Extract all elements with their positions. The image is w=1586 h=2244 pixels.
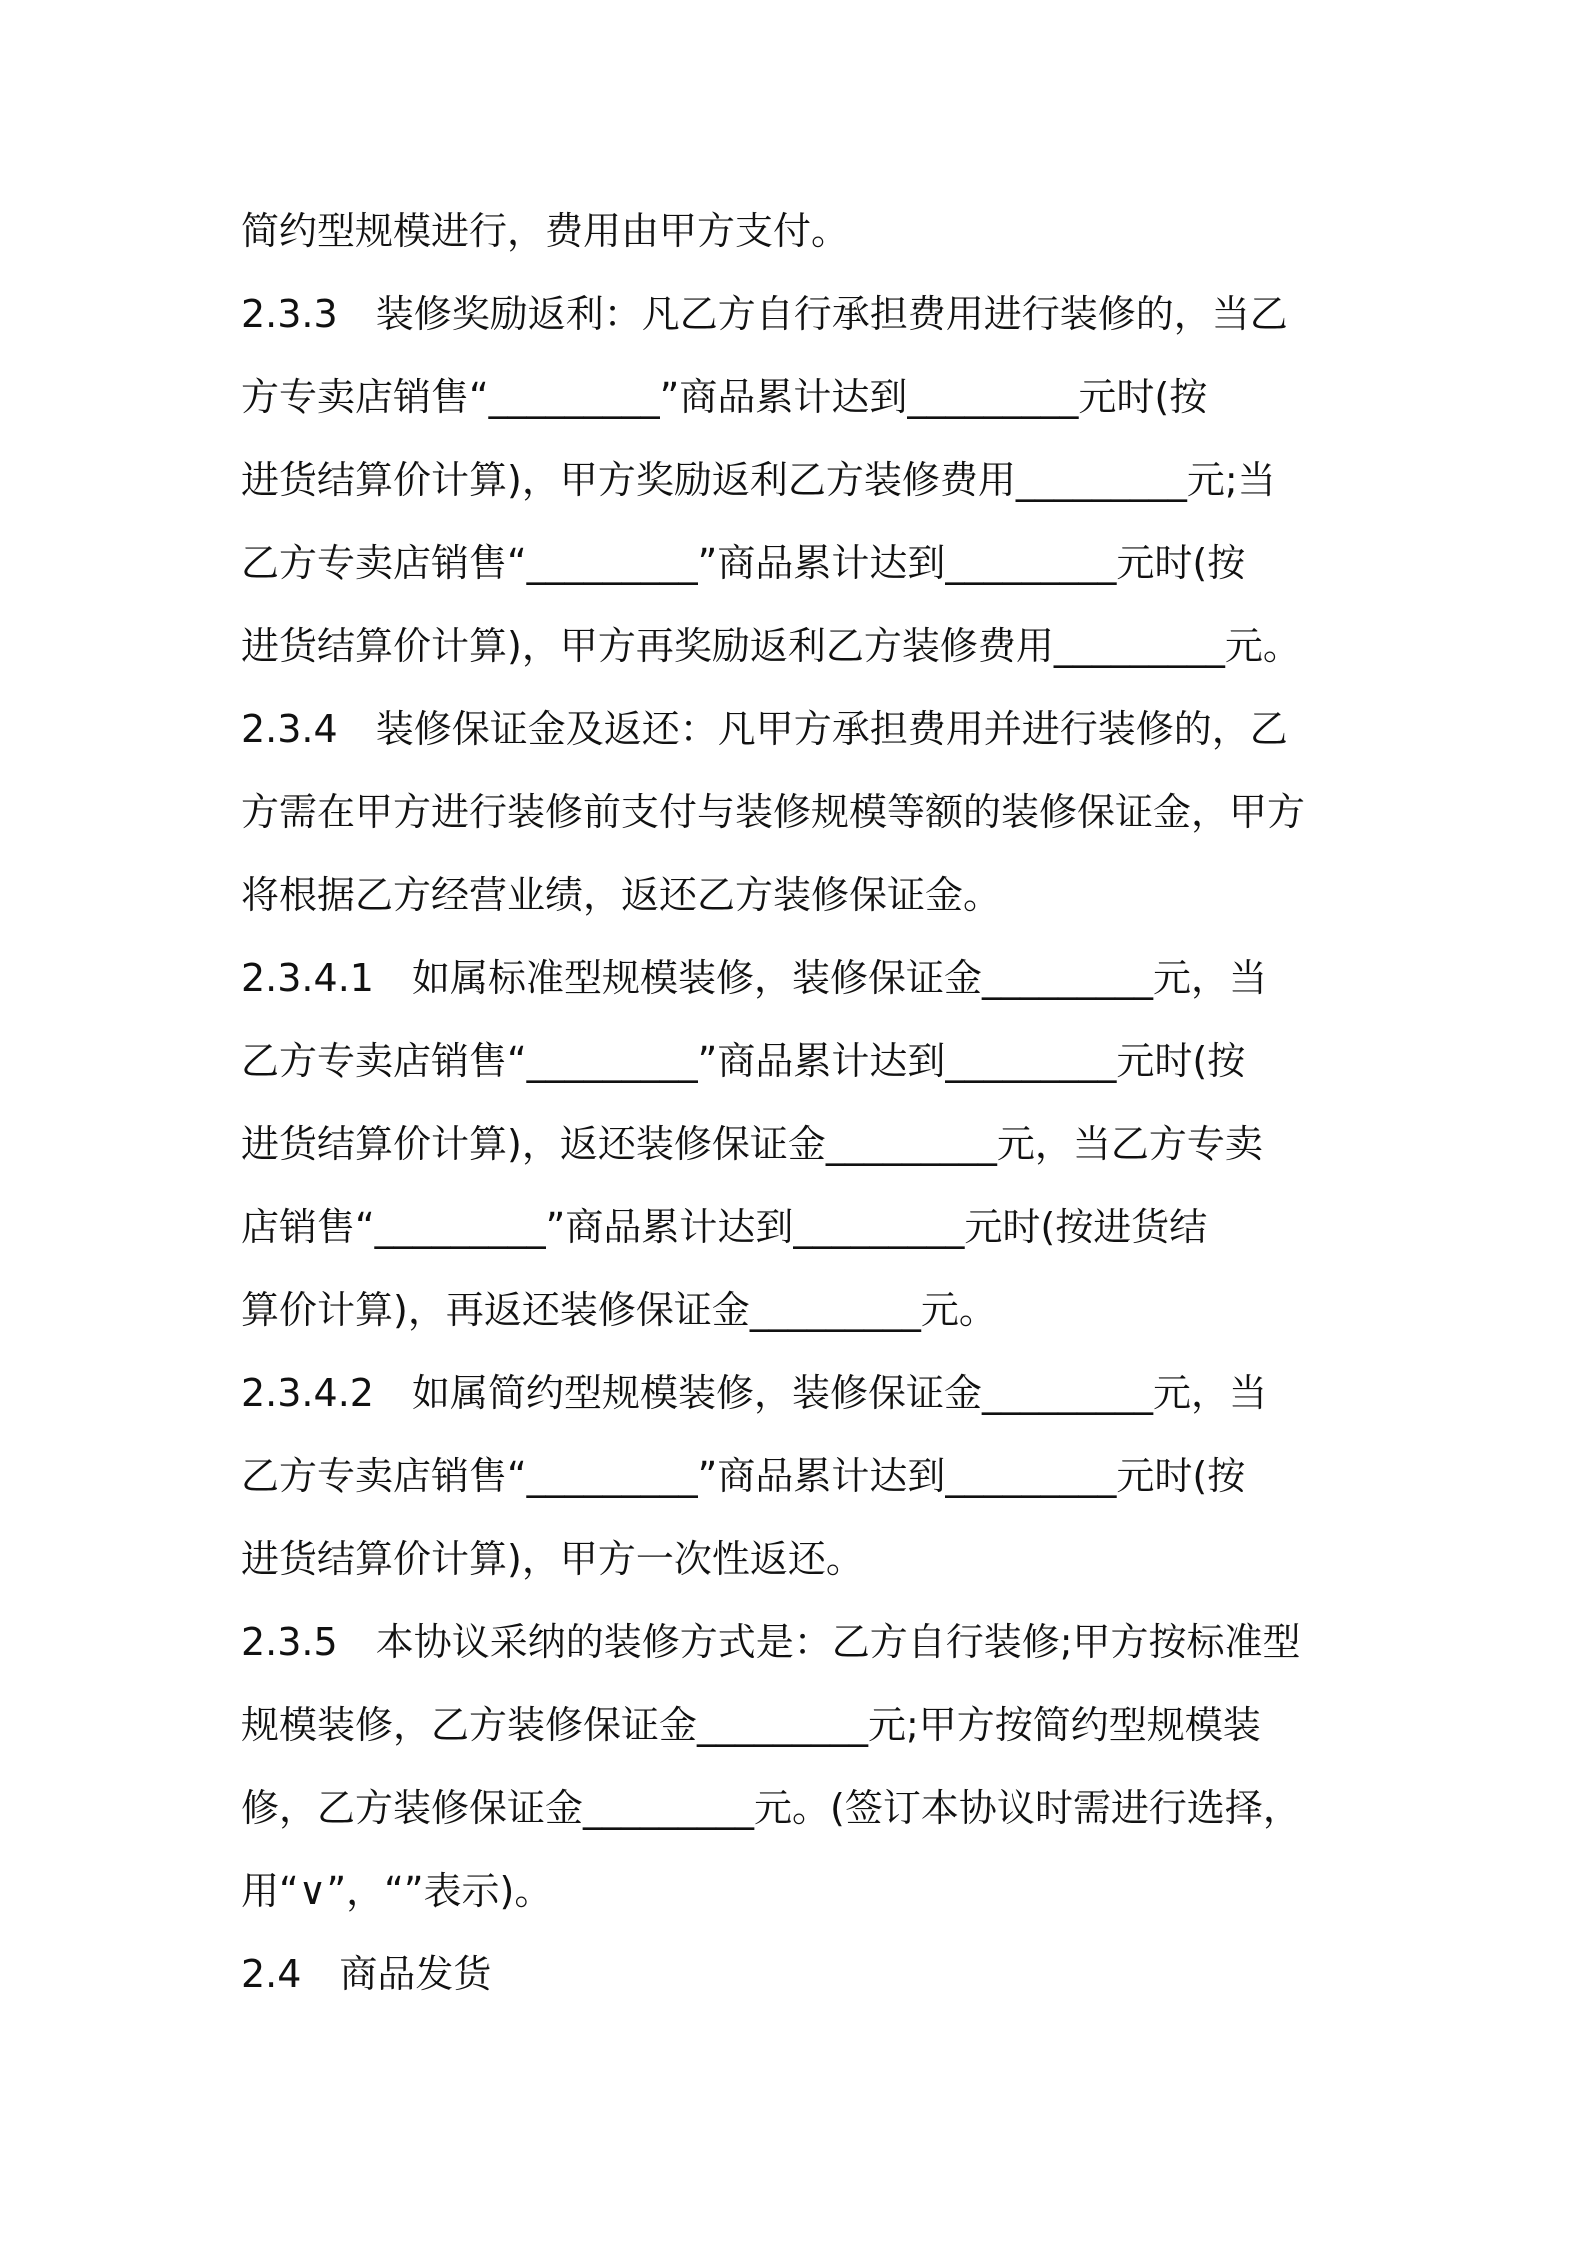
text-line: 方需在甲方进行装修前支付与装修规模等额的装修保证金，甲方 bbox=[241, 790, 1306, 834]
text-line: 进货结算价计算)，甲方再奖励返利乙方装修费用_________元。 bbox=[241, 624, 1301, 668]
text-line: 将根据乙方经营业绩，返还乙方装修保证金。 bbox=[241, 873, 1002, 917]
text-line: 乙方专卖店销售“_________”商品累计达到_________元时(按 bbox=[241, 1039, 1246, 1083]
text-line: 进货结算价计算)，甲方奖励返利乙方装修费用_________元;当 bbox=[241, 458, 1276, 502]
text-line: 2.3.5 本协议采纳的装修方式是：乙方自行装修;甲方按标准型 bbox=[241, 1620, 1301, 1664]
text-line: 2.3.4.1 如属标准型规模装修，装修保证金_________元，当 bbox=[241, 956, 1267, 1000]
text-line: 算价计算)，再返还装修保证金_________元。 bbox=[241, 1288, 997, 1332]
text-line: 用“∨”，“”表示)。 bbox=[241, 1869, 553, 1913]
text-line: 2.3.4 装修保证金及返还：凡甲方承担费用并进行装修的，乙 bbox=[241, 707, 1288, 751]
text-line: 店销售“_________”商品累计达到_________元时(按进货结 bbox=[241, 1205, 1208, 1249]
document-body bbox=[241, 190, 1353, 2016]
section-heading: 2.4 商品发货 bbox=[241, 1952, 492, 1996]
text-line: 乙方专卖店销售“_________”商品累计达到_________元时(按 bbox=[241, 541, 1246, 585]
text-line: 简约型规模进行，费用由甲方支付。 bbox=[241, 209, 850, 253]
text-line: 进货结算价计算)，甲方一次性返还。 bbox=[241, 1537, 864, 1581]
text-line: 2.3.4.2 如属简约型规模装修，装修保证金_________元，当 bbox=[241, 1371, 1267, 1415]
text-line: 进货结算价计算)，返还装修保证金_________元，当乙方专卖 bbox=[241, 1122, 1263, 1166]
text-line: 乙方专卖店销售“_________”商品累计达到_________元时(按 bbox=[241, 1454, 1246, 1498]
text-line: 规模装修，乙方装修保证金_________元;甲方按简约型规模装 bbox=[241, 1703, 1261, 1747]
text-line: 方专卖店销售“_________”商品累计达到_________元时(按 bbox=[241, 375, 1208, 419]
text-line: 修，乙方装修保证金_________元。(签订本协议时需进行选择， bbox=[241, 1786, 1301, 1830]
text-line: 2.3.3 装修奖励返利：凡乙方自行承担费用进行装修的，当乙 bbox=[241, 292, 1288, 336]
